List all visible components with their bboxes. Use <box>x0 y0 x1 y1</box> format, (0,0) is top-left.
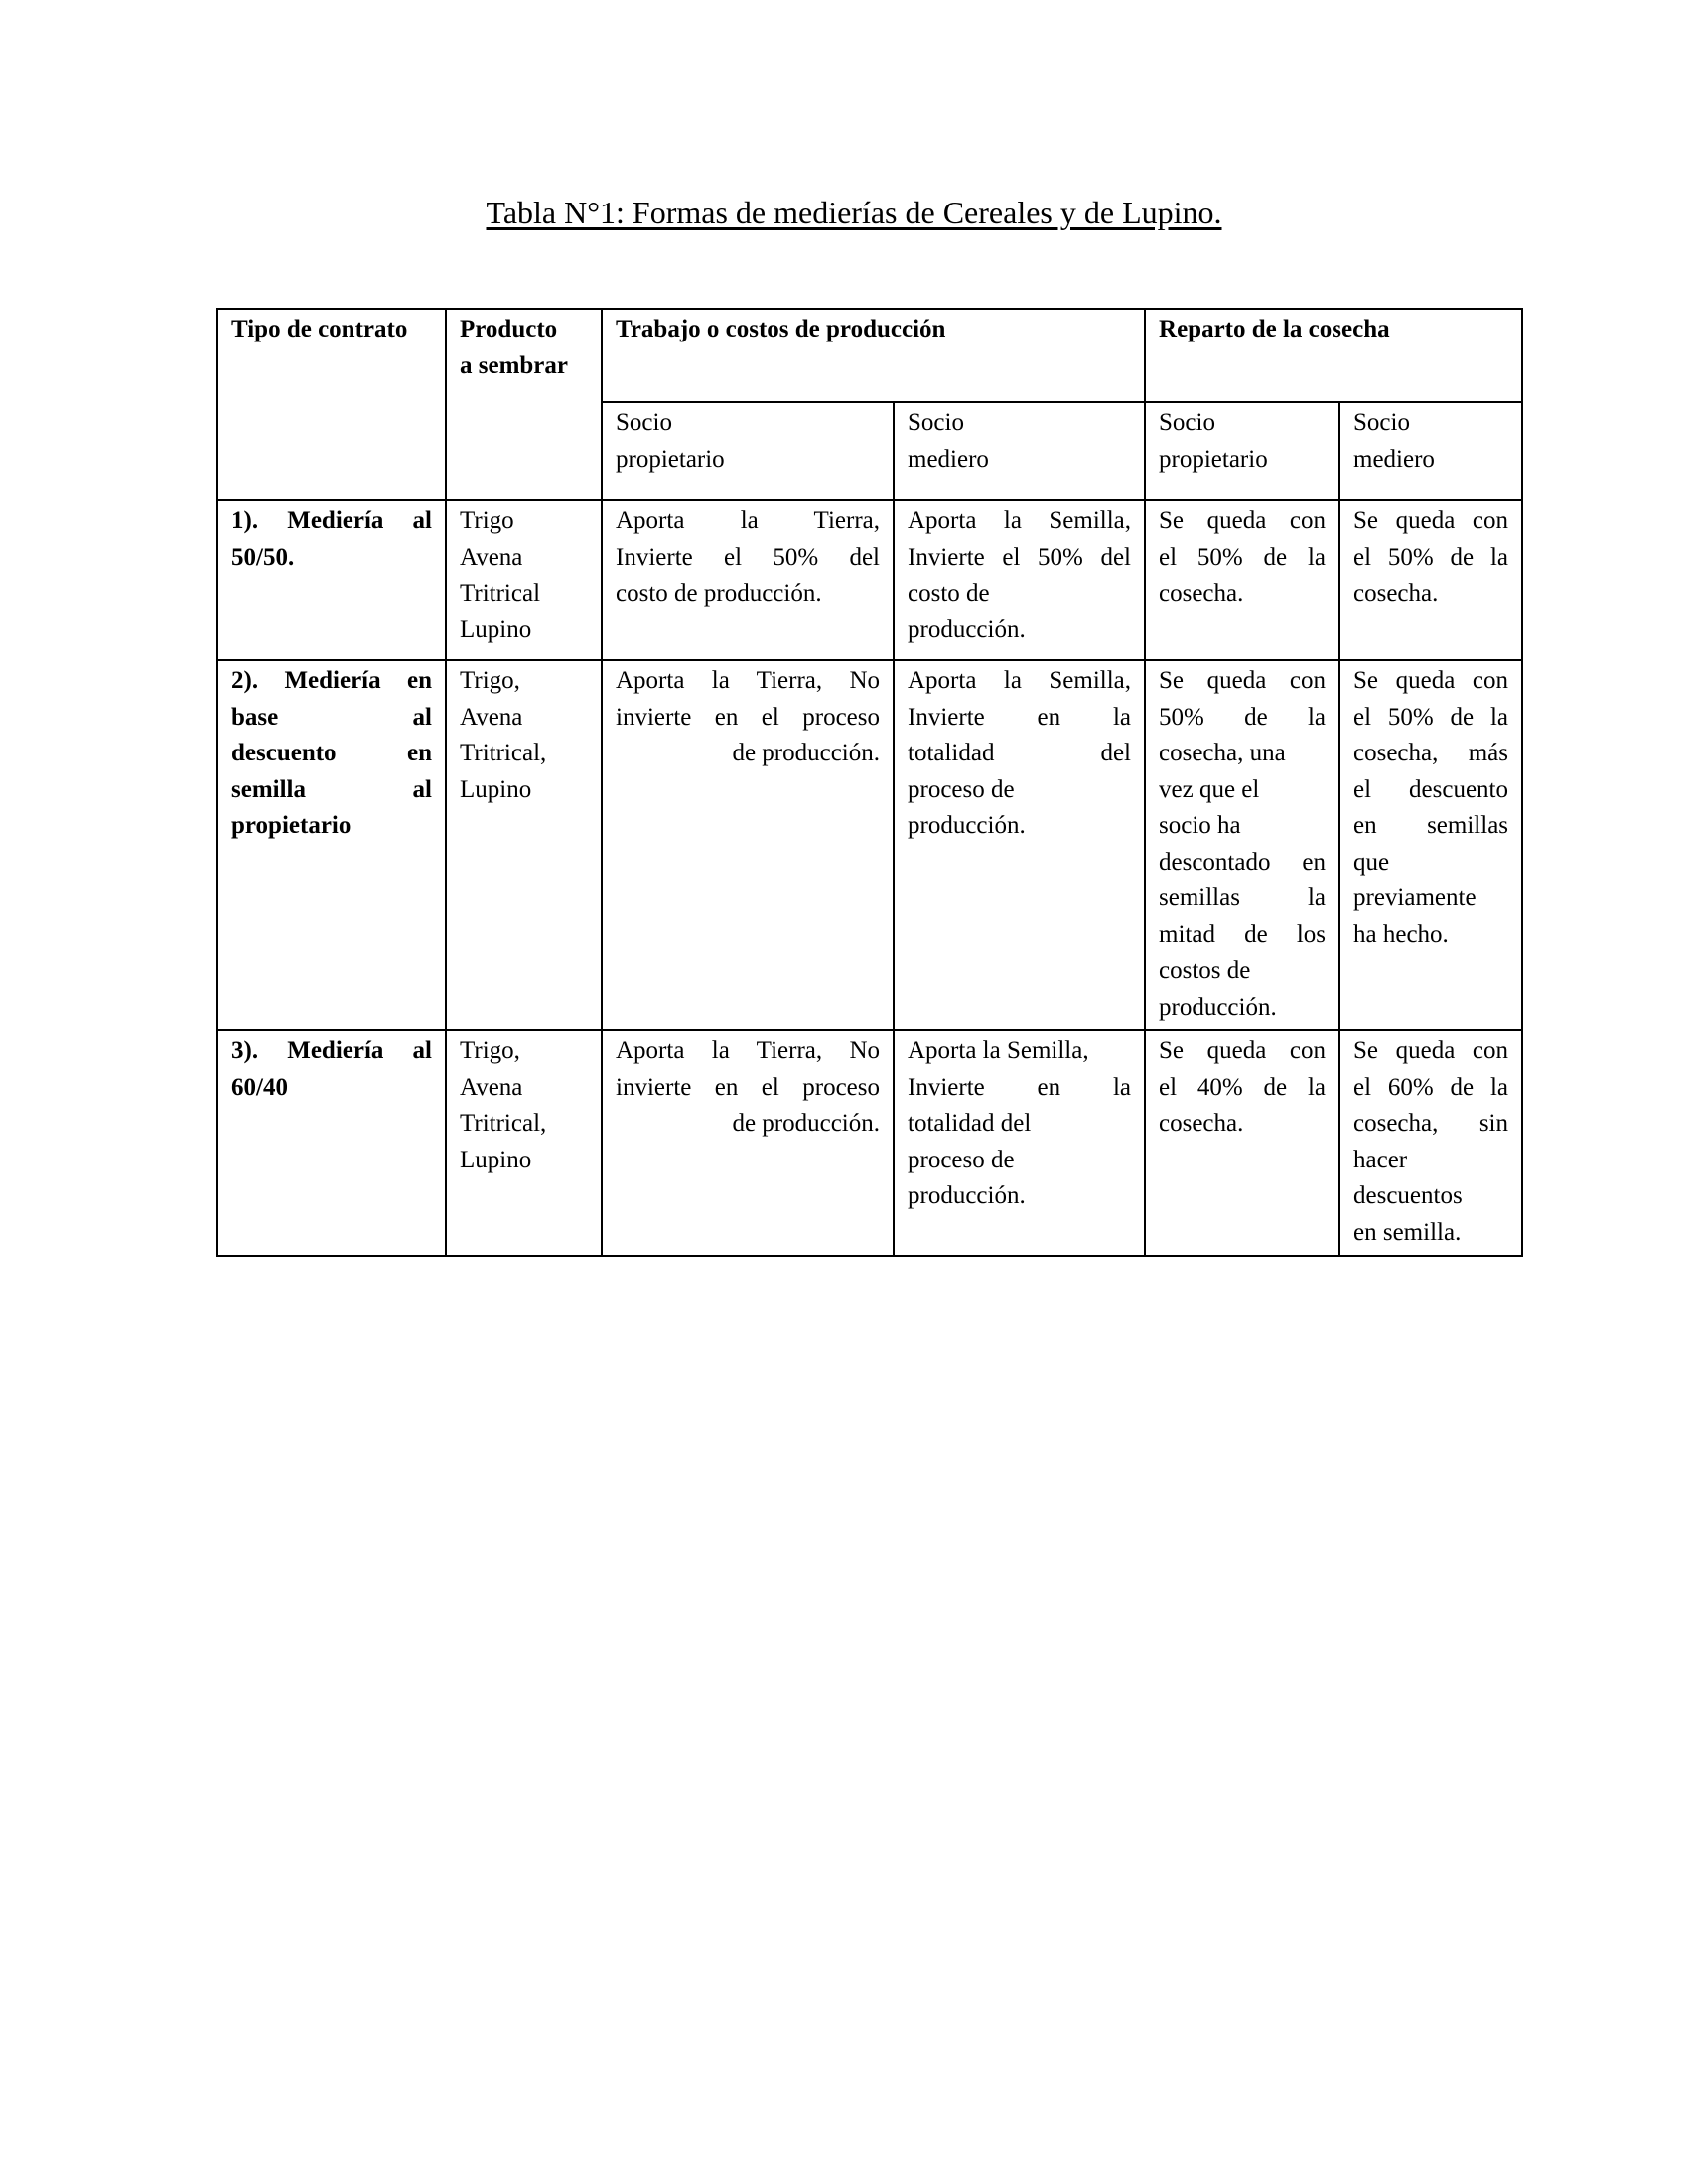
header-reparto-label: Reparto de la cosecha <box>1159 316 1390 342</box>
cell-line: descontado en <box>1159 848 1327 876</box>
cell-line: cosecha. <box>1353 580 1439 607</box>
cell-line: en semillas <box>1353 812 1509 839</box>
cell-tipo <box>217 500 446 660</box>
cell-line: Trigo <box>460 507 514 534</box>
cell-line: semillas la <box>1159 885 1327 911</box>
header-tipo-label: Tipo de contrato <box>231 316 408 342</box>
cell-line: Invierte en la <box>908 1073 1132 1101</box>
cell-line: Aporta la Tierra, No <box>616 1037 880 1064</box>
cell-line: hacer <box>1353 1146 1408 1173</box>
cell-line: mitad de los <box>1159 920 1327 948</box>
cell-line: totalidad del <box>908 740 1132 766</box>
cell-line: Lupino <box>460 1146 532 1173</box>
cell-line: producción. <box>1159 993 1277 1021</box>
cell-line: invierte en el proceso <box>616 703 880 731</box>
cell-line: el 50% de la <box>1159 543 1327 571</box>
header-producto-line: Producto <box>460 316 558 342</box>
cell-line: costos de <box>1159 957 1251 984</box>
cell-reparto-propietario <box>1145 660 1339 1030</box>
cell-line: cosecha, sin <box>1353 1110 1509 1137</box>
cell-line: Lupino <box>460 775 532 803</box>
header-trabajo <box>602 309 1145 402</box>
cell-reparto-mediero <box>1339 1030 1522 1256</box>
table-title: Tabla N°1: Formas de medierías de Cereales y de Lupino. <box>486 195 1222 230</box>
cell-line: semilla al <box>231 775 432 803</box>
cell-line: el descuento <box>1353 775 1509 803</box>
cell-line: costo de <box>908 580 990 607</box>
cell-trabajo-mediero <box>894 500 1145 660</box>
cell-line: cosecha, más <box>1353 740 1509 766</box>
subheader-line: Socio <box>908 409 964 436</box>
cell-line: que <box>1353 848 1390 876</box>
cell-line: Se queda con <box>1159 1037 1327 1064</box>
cell-line: invierte en el proceso <box>616 1073 880 1101</box>
cell-line: el 60% de la <box>1353 1073 1509 1101</box>
cell-reparto-mediero <box>1339 660 1522 1030</box>
header-row <box>217 309 1522 402</box>
cell-line: cosecha. <box>1159 580 1244 607</box>
cell-trabajo-mediero <box>894 1030 1145 1256</box>
subheader-line: propietario <box>1159 445 1268 473</box>
cell-line: Se queda con <box>1159 667 1327 694</box>
cell-producto <box>446 660 602 1030</box>
cell-line: Avena <box>460 1073 523 1101</box>
cell-line: proceso de <box>908 775 1015 803</box>
subheader-trabajo-propietario <box>602 402 894 500</box>
cell-line: Tritrical, <box>460 740 547 766</box>
cell-line: el 50% de la <box>1353 543 1509 571</box>
subheader-reparto-mediero <box>1339 402 1522 500</box>
cell-line: Tritrical, <box>460 1110 547 1137</box>
subheader-reparto-propietario <box>1145 402 1339 500</box>
cell-line: de producción. <box>732 740 880 766</box>
cell-line: Avena <box>460 703 523 731</box>
cell-line: Se queda con <box>1353 1037 1509 1064</box>
cell-line: propietario <box>231 812 352 839</box>
cell-line: socio ha <box>1159 812 1241 839</box>
cell-trabajo-propietario <box>602 1030 894 1256</box>
table-row <box>217 500 1522 660</box>
cell-line: Trigo, <box>460 667 520 694</box>
subheader-line: propietario <box>616 445 725 473</box>
header-trabajo-label: Trabajo o costos de producción <box>616 316 946 342</box>
cell-line: el 50% de la <box>1353 703 1509 731</box>
cell-line: cosecha. <box>1159 1110 1244 1137</box>
cell-reparto-propietario <box>1145 500 1339 660</box>
cell-line: producción. <box>908 1182 1026 1209</box>
table-row <box>217 1030 1522 1256</box>
subheader-trabajo-mediero <box>894 402 1145 500</box>
cell-line: en semilla. <box>1353 1218 1462 1246</box>
cell-line: 50% de la <box>1159 703 1327 731</box>
cell-line: Se queda con <box>1353 667 1509 694</box>
cell-tipo <box>217 1030 446 1256</box>
header-reparto <box>1145 309 1522 402</box>
cell-line: Aporta la Tierra, No <box>616 667 880 694</box>
cell-line: Trigo, <box>460 1037 520 1064</box>
cell-reparto-propietario <box>1145 1030 1339 1256</box>
subheader-line: Socio <box>1353 409 1410 436</box>
cell-reparto-mediero <box>1339 500 1522 660</box>
cell-tipo <box>217 660 446 1030</box>
cell-line: base al <box>231 703 432 731</box>
cell-line: 1). Mediería al <box>231 507 432 534</box>
cell-line: descuento en <box>231 740 432 766</box>
cell-line: producción. <box>908 812 1026 839</box>
header-producto-line: a sembrar <box>460 351 568 379</box>
cell-producto <box>446 500 602 660</box>
cell-line: Se queda con <box>1159 507 1327 534</box>
cell-line: Tritrical <box>460 580 541 607</box>
subheader-line: mediero <box>1353 445 1435 473</box>
cell-line: Aporta la Semilla, <box>908 507 1132 534</box>
cell-line: descuentos <box>1353 1182 1463 1209</box>
cell-line: Aporta la Tierra, <box>616 507 880 534</box>
cell-line: 3). Mediería al <box>231 1037 432 1064</box>
subheader-line: Socio <box>616 409 672 436</box>
cell-line: Avena <box>460 543 523 571</box>
header-producto <box>446 309 602 500</box>
cell-line: Lupino <box>460 615 532 643</box>
cell-line: Se queda con <box>1353 507 1509 534</box>
cell-producto <box>446 1030 602 1256</box>
cell-trabajo-mediero <box>894 660 1145 1030</box>
table-row <box>217 660 1522 1030</box>
cell-line: totalidad del <box>908 1110 1032 1137</box>
cell-line: Invierte el 50% del <box>616 543 880 571</box>
cell-trabajo-propietario <box>602 500 894 660</box>
cell-line: proceso de <box>908 1146 1015 1173</box>
cell-line: costo de producción. <box>616 580 822 607</box>
cell-line: 2). Mediería en <box>231 667 432 694</box>
cell-line: 50/50. <box>231 543 295 571</box>
subheader-line: Socio <box>1159 409 1215 436</box>
cell-line: Aporta la Semilla, <box>908 1037 1089 1064</box>
cell-line: producción. <box>908 615 1026 643</box>
header-tipo-contrato <box>217 309 446 500</box>
cell-line: el 40% de la <box>1159 1073 1327 1101</box>
cell-line: Aporta la Semilla, <box>908 667 1132 694</box>
cell-line: vez que el <box>1159 775 1260 803</box>
cell-line: ha hecho. <box>1353 920 1449 948</box>
cell-line: de producción. <box>732 1110 880 1137</box>
subheader-line: mediero <box>908 445 989 473</box>
mediera-table <box>216 308 1523 1257</box>
cell-line: Invierte el 50% del <box>908 543 1132 571</box>
cell-trabajo-propietario <box>602 660 894 1030</box>
cell-line: Invierte en la <box>908 703 1132 731</box>
cell-line: previamente <box>1353 885 1477 911</box>
cell-line: 60/40 <box>231 1073 288 1101</box>
cell-line: cosecha, una <box>1159 740 1286 766</box>
